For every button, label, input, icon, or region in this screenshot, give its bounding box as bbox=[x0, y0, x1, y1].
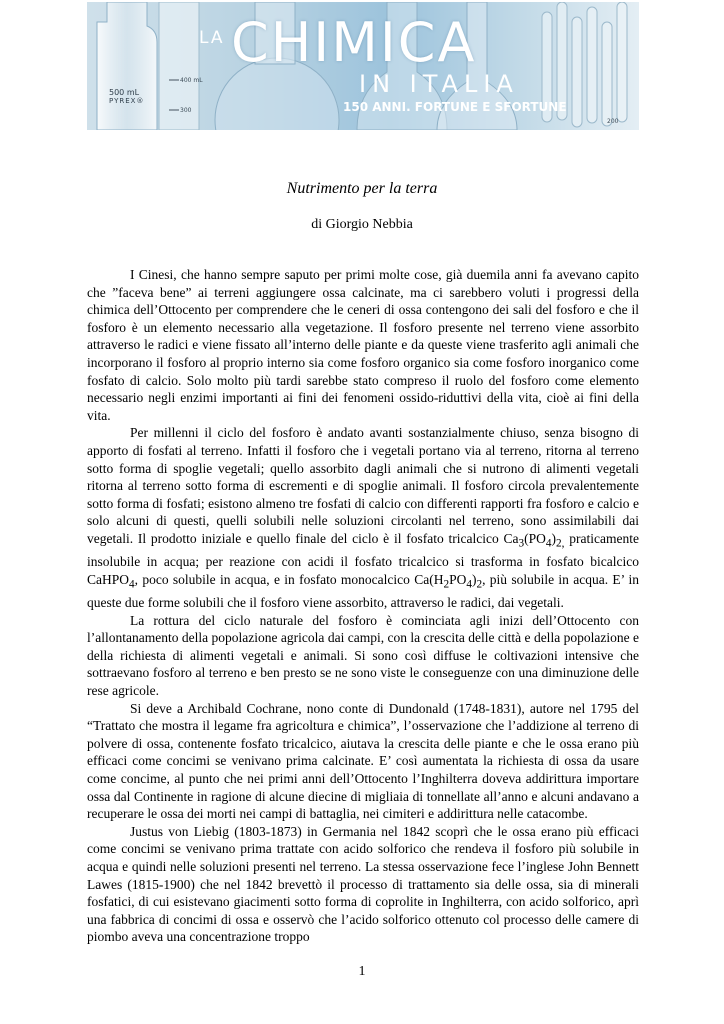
paragraph-2-text-b: praticamente insolubile in acqua; per reazione con acidi il fosfato tricalcico si trasforma in fosfato bicalcico CaHPO bbox=[87, 530, 639, 587]
paragraph-2-text-a: Per millenni il ciclo del fosforo è andato avanti sostanzialmente chiuso, senza bisogno di apporto di fosfati al terreno. Infatti il fosforo che i vegetali portano via al terreno, ritorna al terreno sotto forma di spoglie vegetali; quello assorbito dagli animali che si nutrono di alimenti vegetali ritorna al terreno sotto forma di escrementi e di spoglie animali. Il fosforo circola prevalentemente sotto forma di fosfati; esistono almeno tre fosfati di calcio con differenti rapporti fra fosforo e calcio e solo alcuni di questi, quelli solubili nelle soluzioni circolanti nel terreno, sono assimilabili dai vegetali. Il prodotto iniziale e quello finale del ciclo è il fosfato tricalcico Ca bbox=[87, 425, 639, 546]
formula-sub: 3 bbox=[518, 537, 525, 550]
page-number: 1 bbox=[358, 964, 366, 979]
article-body bbox=[87, 266, 639, 946]
flask-volume-label: 500 mL bbox=[109, 88, 140, 97]
paragraph-3: La rottura del ciclo naturale del fosforo è cominciata agli inizi dell’Ottocento con l’allontanamento della popolazione agricola dai campi, con la crescita delle città e della popolazione e della richiesta di alimenti vegetali e animali. Si sono così diffuse le coltivazioni intensive che sottraevano fosforo al terreno e ben presto se ne sono viste le conseguenze con una diminuzione delle rese agricole. bbox=[87, 612, 639, 699]
graduation-300: 300 bbox=[180, 107, 192, 114]
paragraph-2-text-c: , poco solubile in acqua, e in fosfato monocalcico Ca(H bbox=[134, 571, 444, 587]
formula-part: (PO bbox=[524, 530, 546, 546]
paragraph-2-text-d: , più solubile in acqua. E’ in queste due forme solubili che il fosforo viene assorbito, attraverso le radici, dai vegetali. bbox=[87, 571, 639, 611]
article-byline: di Giorgio Nebbia bbox=[311, 217, 413, 232]
paragraph-2 bbox=[87, 424, 639, 611]
formula-sub: 4 bbox=[466, 578, 472, 591]
formula-part: PO bbox=[449, 571, 467, 587]
brand-subtitle: IN ITALIA bbox=[359, 70, 519, 98]
brand-title: CHIMICA bbox=[231, 11, 477, 74]
paragraph-1: I Cinesi, che hanno sempre saputo per primi molte cose, già duemila anni fa avevano capito che ”faceva bene” ai terreni aggiungere ossa calcinate, ma ci sarebbero voluti i progressi della chimica dell’Ottocento per comprendere che le ceneri di ossa contengono dei sali del fosforo e che il fosforo è un elemento necessario alla vegetazione. Il fosforo presente nel terreno viene assorbito attraverso le radici e viene fissato all’interno delle piante e da queste viene trasferito agli animali che incorporano il fosforo al proprio interno sia come fosforo organico sia come fosforo inorganico come fosfato di calcio. Solo molto più tardi sarebbe stato compreso il ruolo del fosforo come elemento necessario negli enzimi importanti ai fini dei fenomeni ossido-riduttivi della vita, cioè ai fini della vita. bbox=[87, 267, 639, 423]
formula-part: ) bbox=[471, 571, 477, 587]
graduation-400: 400 mL bbox=[180, 77, 203, 84]
formula-part: ) bbox=[551, 530, 557, 546]
paragraph-4: Si deve a Archibald Cochrane, nono conte di Dundonald (1748-1831), autore nel 1795 del “Trattato che mostra il legame fra agricoltura e chimica”, l’osservazione che l’addizione al terreno di polvere di ossa, contenente fosfato tricalcico, aiutava la crescita delle piante e che le ossa erano più efficaci come concimi se venivano prima calcinate. E’ così aumentata la richiesta di ossa da usare come concime, al punto che nei primi anni dell’Ottocento l’Inghilterra doveva addirittura importare ossa dal Continente in ragione di alcune diecine di migliaia di tonnellate all’anno e alcuni andavano a recuperare le ossa dei morti nei campi di battaglia, nei cimiteri e addirittura nelle catacombe. bbox=[87, 700, 639, 822]
formula-sub: 2 bbox=[443, 578, 450, 591]
formula-sub: 4 bbox=[129, 578, 135, 591]
flask-brand-label: PYREX® bbox=[109, 97, 145, 105]
formula-sub: 2 bbox=[476, 578, 483, 591]
header-banner bbox=[87, 2, 639, 130]
brand-la: LA bbox=[199, 28, 225, 48]
brand-tagline: 150 ANNI. FORTUNE E SFORTUNE bbox=[343, 100, 567, 114]
formula-sub: 2, bbox=[556, 537, 565, 550]
formula-sub: 4 bbox=[545, 537, 552, 550]
article-title: Nutrimento per la terra bbox=[286, 180, 438, 197]
paragraph-5: Justus von Liebig (1803-1873) in Germania nel 1842 scoprì che le ossa erano più efficaci come concimi se venivano prima trattate con acido solforico che rendeva il fosforo più solubile in acqua e quindi nelle soluzioni presenti nel terreno. La stessa osservazione fece l’inglese John Bennett Lawes (1815-1900) che nel 1842 brevettò il processo di trattamento sia delle ossa, sia di minerali fosfatici, di cui esistevano giacimenti sotto forma di coprolite in Inghilterra, con acido solforico, aprì una fabbrica di concimi di ossa e osservò che l’acido solforico ottenuto col processo delle camere di piombo aveva una concentrazione troppo bbox=[87, 823, 639, 945]
graduation-200: 200 bbox=[607, 118, 619, 125]
